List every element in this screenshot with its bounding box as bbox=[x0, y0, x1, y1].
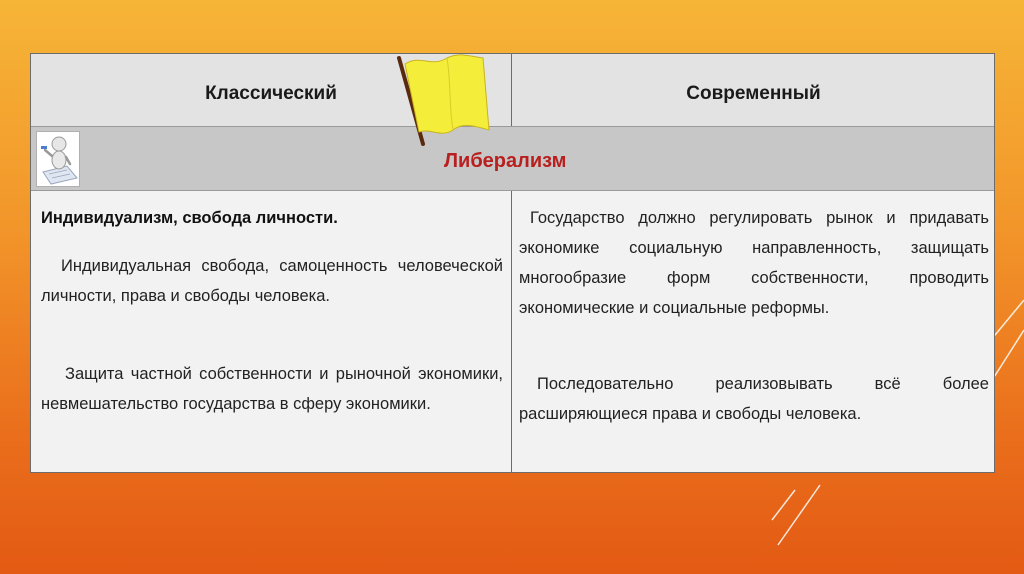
person-with-notepad-icon bbox=[36, 131, 80, 187]
table-title-band bbox=[31, 127, 994, 191]
band-title-liberalism: Либерализм bbox=[444, 150, 567, 172]
classic-paragraph-1: Индивидуальная свобода, самоценность человеческой личности, права и свободы человека. bbox=[41, 257, 503, 305]
classic-paragraph-2: Защита частной собственности и рыночной экономики, невмешательство государства в сферу экономики. bbox=[41, 365, 503, 413]
body-cell-classic bbox=[31, 191, 512, 472]
classic-heading: Индивидуализм, свобода личности. bbox=[41, 209, 338, 227]
header-cell-modern bbox=[512, 54, 995, 126]
table-body-row bbox=[31, 191, 994, 472]
modern-paragraph-2: Последовательно реализовывать всё более расширяющиеся права и свободы человека. bbox=[519, 375, 989, 423]
yellow-flag-icon bbox=[393, 52, 493, 147]
table-header-row bbox=[31, 54, 994, 127]
body-cell-modern bbox=[512, 191, 995, 472]
modern-paragraph-1: Государство должно регулировать рынок и придавать экономике социальную направленность, защищать многообразие форм собственности, проводить экономические и социальные реформы. bbox=[519, 209, 989, 317]
header-classic-label: Классический bbox=[205, 83, 337, 104]
header-modern-label: Современный bbox=[686, 83, 821, 104]
comparison-table bbox=[30, 53, 995, 473]
